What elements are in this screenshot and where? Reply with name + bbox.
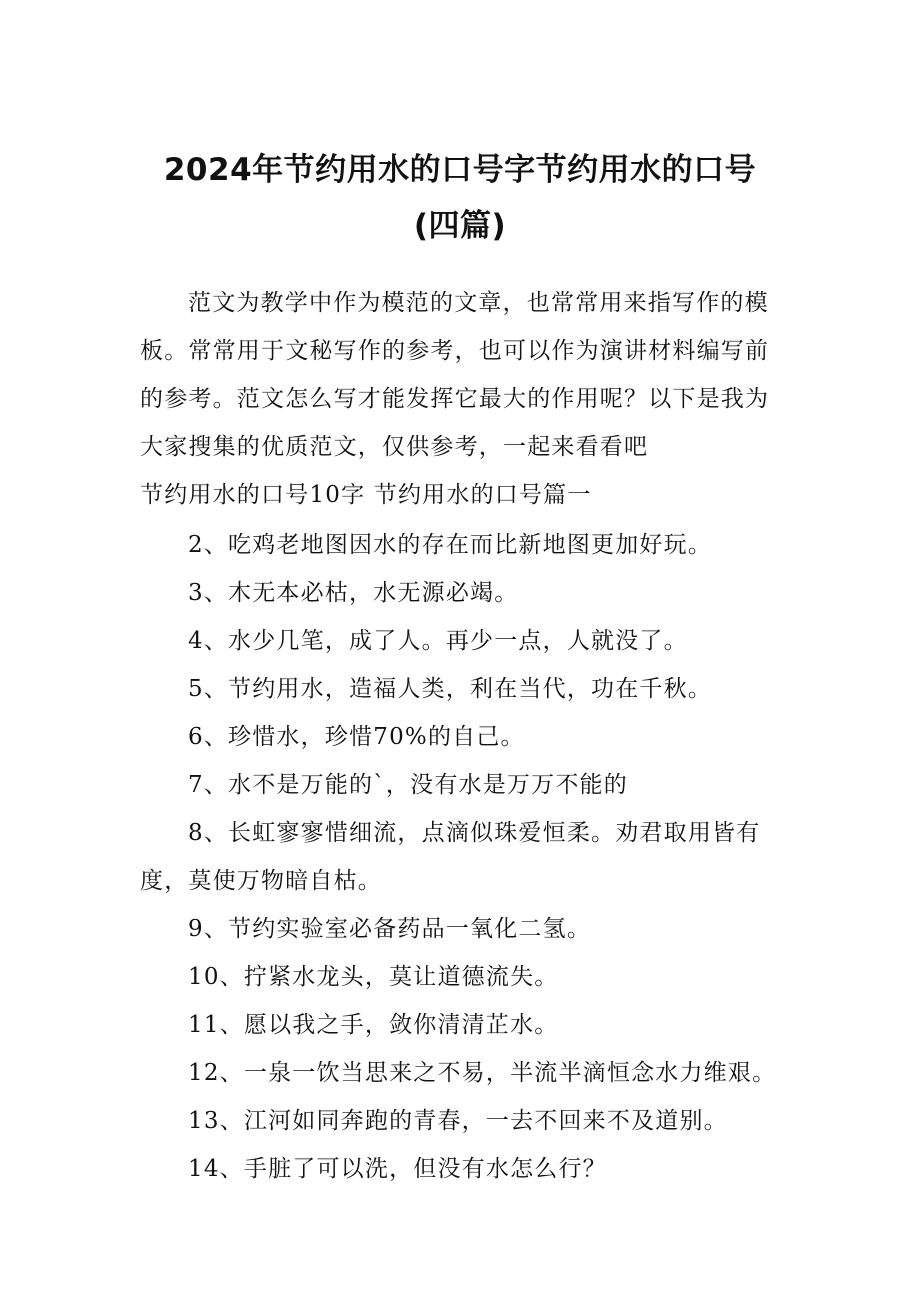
- slogan-item: 6、珍惜水，珍惜70%的自己。: [188, 724, 525, 750]
- slogan-item: 9、节约实验室必备药品一氧化二氢。: [188, 916, 592, 942]
- slogan-item: 4、水少几笔，成了人。再少一点，人就没了。: [188, 628, 688, 654]
- document-title-line2: (四篇): [413, 208, 507, 244]
- intro-paragraph-line: 大家搜集的优质范文，仅供参考，一起来看看吧: [140, 434, 649, 460]
- slogan-item: 14、手脏了可以洗，但没有水怎么行？: [188, 1156, 607, 1182]
- slogan-item: 11、愿以我之手，敛你清清芷水。: [188, 1012, 559, 1038]
- slogan-item: 5、节约用水，造福人类，利在当代，功在千秋。: [188, 676, 713, 702]
- slogan-item: 2、吃鸡老地图因水的存在而比新地图更加好玩。: [188, 532, 713, 558]
- intro-paragraph-line: 的参考。范文怎么写才能发挥它最大的作用呢？以下是我为: [140, 386, 770, 412]
- slogan-item: 3、木无本必枯，水无源必竭。: [188, 580, 519, 606]
- slogan-item: 12、一泉一饮当思来之不易，半流半滴恒念水力维艰。: [188, 1060, 777, 1086]
- document-title-line1: 2024年节约用水的口号字节约用水的口号: [163, 152, 757, 188]
- slogan-item: 13、江河如同奔跑的青春，一去不回来不及道别。: [188, 1108, 728, 1134]
- section-heading: 节约用水的口号10字 节约用水的口号篇一: [140, 482, 592, 508]
- slogan-item: 10、拧紧水龙头，莫让道德流失。: [188, 964, 559, 990]
- intro-paragraph-line: 范文为教学中作为模范的文章，也常常用来指写作的模: [188, 290, 769, 316]
- slogan-item: 8、长虹寥寥惜细流，点滴似珠爱恒柔。劝君取用皆有: [188, 820, 761, 846]
- slogan-item: 7、水不是万能的`，没有水是万万不能的: [188, 772, 628, 798]
- intro-paragraph-line: 板。常常用于文秘写作的参考，也可以作为演讲材料编写前: [140, 338, 770, 364]
- slogan-item-continuation: 度，莫使万物暗自枯。: [140, 868, 382, 894]
